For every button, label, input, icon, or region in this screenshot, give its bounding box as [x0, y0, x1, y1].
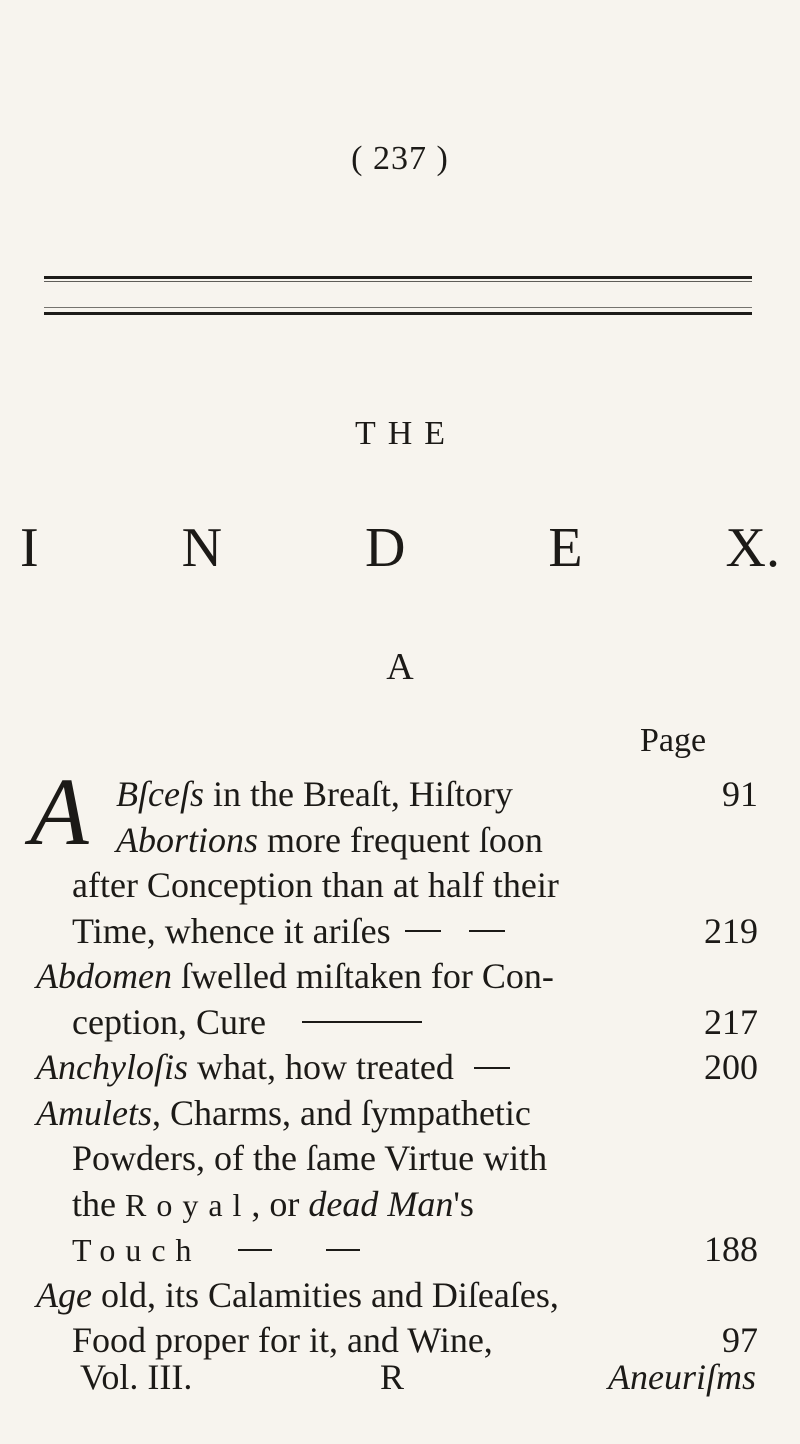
index-letter: E [548, 517, 583, 579]
entry-smallcaps: Touch [72, 1232, 202, 1268]
entry-text: Time, whence it ariſes [72, 910, 391, 951]
entry-term: Anchyloſis [36, 1047, 188, 1087]
index-entries [30, 758, 758, 1364]
double-rule-top-thin [44, 281, 752, 282]
leader-dash [326, 1249, 360, 1251]
index-letter: N [181, 517, 223, 579]
entry-text: , Charms, and ſympathetic [151, 1092, 531, 1133]
page-ref: 97 [722, 1320, 758, 1360]
leader-dash [474, 1067, 510, 1069]
section-letter: A [386, 646, 414, 688]
page-ref: 219 [704, 910, 758, 951]
index-line [36, 1000, 758, 1046]
entry-text: what, how treated [187, 1047, 454, 1087]
signature-mark: R [380, 1357, 405, 1397]
index-line [36, 1182, 758, 1228]
page-ref: 188 [704, 1229, 758, 1269]
entry-text: ception, Cure [72, 1001, 266, 1042]
entry-text: , or [251, 1183, 309, 1224]
entry-term: Bſceſs [116, 774, 204, 814]
leader-dash [405, 930, 441, 932]
entry-text: after Conception than at half their [72, 865, 559, 905]
leader-dash [469, 930, 505, 932]
index-letter: X. [725, 517, 780, 579]
index-line [36, 863, 758, 909]
entry-text: Food proper for it, and Wine, [72, 1320, 493, 1360]
entry-term: Abdomen [36, 956, 172, 996]
index-line [36, 1227, 758, 1273]
entry-text: old, its Calamities and Diſeaſes, [91, 1274, 559, 1315]
heading-index [20, 517, 780, 579]
page-ref: 200 [704, 1047, 758, 1087]
index-line [36, 954, 758, 1000]
double-rule-bottom [44, 312, 752, 315]
index-line [36, 1045, 758, 1091]
entry-term: Abortions [116, 819, 259, 860]
page-ref: 217 [704, 1001, 758, 1042]
heading-the: THE [354, 415, 458, 452]
index-line [36, 909, 758, 955]
index-line [36, 818, 758, 864]
entry-text: Powders, of the ſame Virtue with [72, 1138, 548, 1178]
entry-italic: Man [387, 1183, 454, 1224]
entry-text: in the Breaſt, Hiſtory [203, 774, 513, 814]
drop-cap: A [30, 758, 89, 865]
entry-text: the [72, 1183, 125, 1224]
entry-term: Age [36, 1274, 92, 1315]
volume-number: Vol. III. [80, 1357, 193, 1397]
page-column-label: Page [640, 722, 707, 759]
index-letter: I [20, 517, 39, 579]
catchword: Aneuriſms [608, 1357, 756, 1397]
page-number: ( 237 ) [351, 140, 449, 177]
entry-text: 's [453, 1183, 474, 1224]
entry-term: Amulets [36, 1092, 152, 1133]
index-letter: D [364, 517, 406, 579]
double-rule-top [44, 276, 752, 279]
page-ref: 91 [722, 774, 758, 814]
entry-italic: dead [308, 1183, 379, 1224]
leader-dash [238, 1249, 272, 1251]
index-line [36, 1136, 758, 1182]
index-line [36, 1091, 758, 1137]
entry-text: ſwelled miſtaken for Con- [171, 956, 554, 996]
leader-dash [302, 1021, 422, 1023]
entry-smallcaps: Royal [124, 1186, 252, 1223]
index-line [36, 1273, 758, 1319]
double-rule-bottom-thin [44, 307, 752, 308]
entry-text: more frequent ſoon [258, 819, 543, 860]
